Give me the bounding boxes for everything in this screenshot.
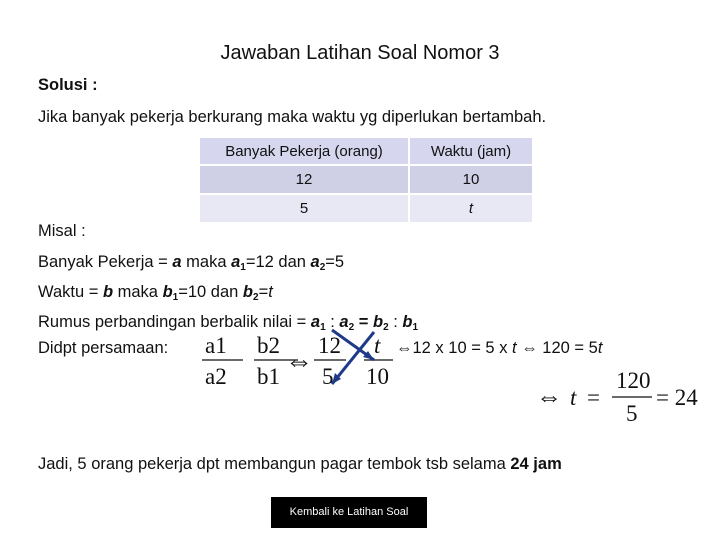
frac-12: 12 <box>318 333 341 358</box>
result-equation <box>532 366 702 428</box>
frac-a1: a1 <box>205 333 227 358</box>
misal-line-b: Waktu = b maka $b_1=10$ dan $b_2=t$ <box>38 283 273 303</box>
table-header-workers: Banyak Pekerja (orang) <box>200 138 408 164</box>
table-cell: 5 <box>200 195 408 222</box>
equiv-arrow: ⇔ <box>285 346 313 377</box>
table-row <box>200 166 532 193</box>
formula-line: Rumus perbandingan berbalik nilai = $a_1$ : $a_2 = b_2$ : $b_1$ <box>38 313 419 333</box>
result-var-t: t <box>570 385 577 410</box>
frac-a2: a2 <box>205 364 227 389</box>
frac-10: 10 <box>366 364 389 389</box>
equiv-arrow-result: ⇔ <box>536 382 562 411</box>
result-value: = 24 <box>656 385 698 410</box>
result-eq: = <box>587 385 600 410</box>
table-cell: 10 <box>410 166 532 193</box>
result-den: 5 <box>626 401 638 426</box>
misal-label: Misal : <box>38 222 86 240</box>
frac-5: 5 <box>322 364 334 389</box>
intro-text: Jika banyak pekerja berkurang maka waktu yg diperlukan bertambah. <box>38 108 547 126</box>
frac-b2: b2 <box>257 333 280 358</box>
solusi-label: Solusi : <box>38 76 98 94</box>
persamaan-label: Didpt persamaan: <box>38 339 169 357</box>
ratio-table <box>198 136 534 224</box>
table-header-time: Waktu (jam) <box>410 138 532 164</box>
result-num: 120 <box>616 368 651 393</box>
frac-t: t <box>374 333 381 358</box>
table-header-row <box>200 138 532 164</box>
misal-line-a: Banyak Pekerja = a maka $a_1=12$ dan $a_2=5$ <box>38 253 345 273</box>
table-cell: 12 <box>200 166 408 193</box>
back-to-exercise-button[interactable]: Kembali ke Latihan Soal <box>271 497 427 528</box>
equation-chain: ⇔12 x 10 = 5 x t ⇔ 120 = 5t <box>396 339 603 357</box>
frac-b1: b1 <box>257 364 280 389</box>
page-title: Jawaban Latihan Soal Nomor 3 <box>220 42 500 64</box>
table-cell: t <box>410 195 532 222</box>
table-row <box>200 195 532 222</box>
conclusion-text: Jadi, 5 orang pekerja dpt membangun pagar tembok tsb selama 24 jam <box>38 455 562 473</box>
